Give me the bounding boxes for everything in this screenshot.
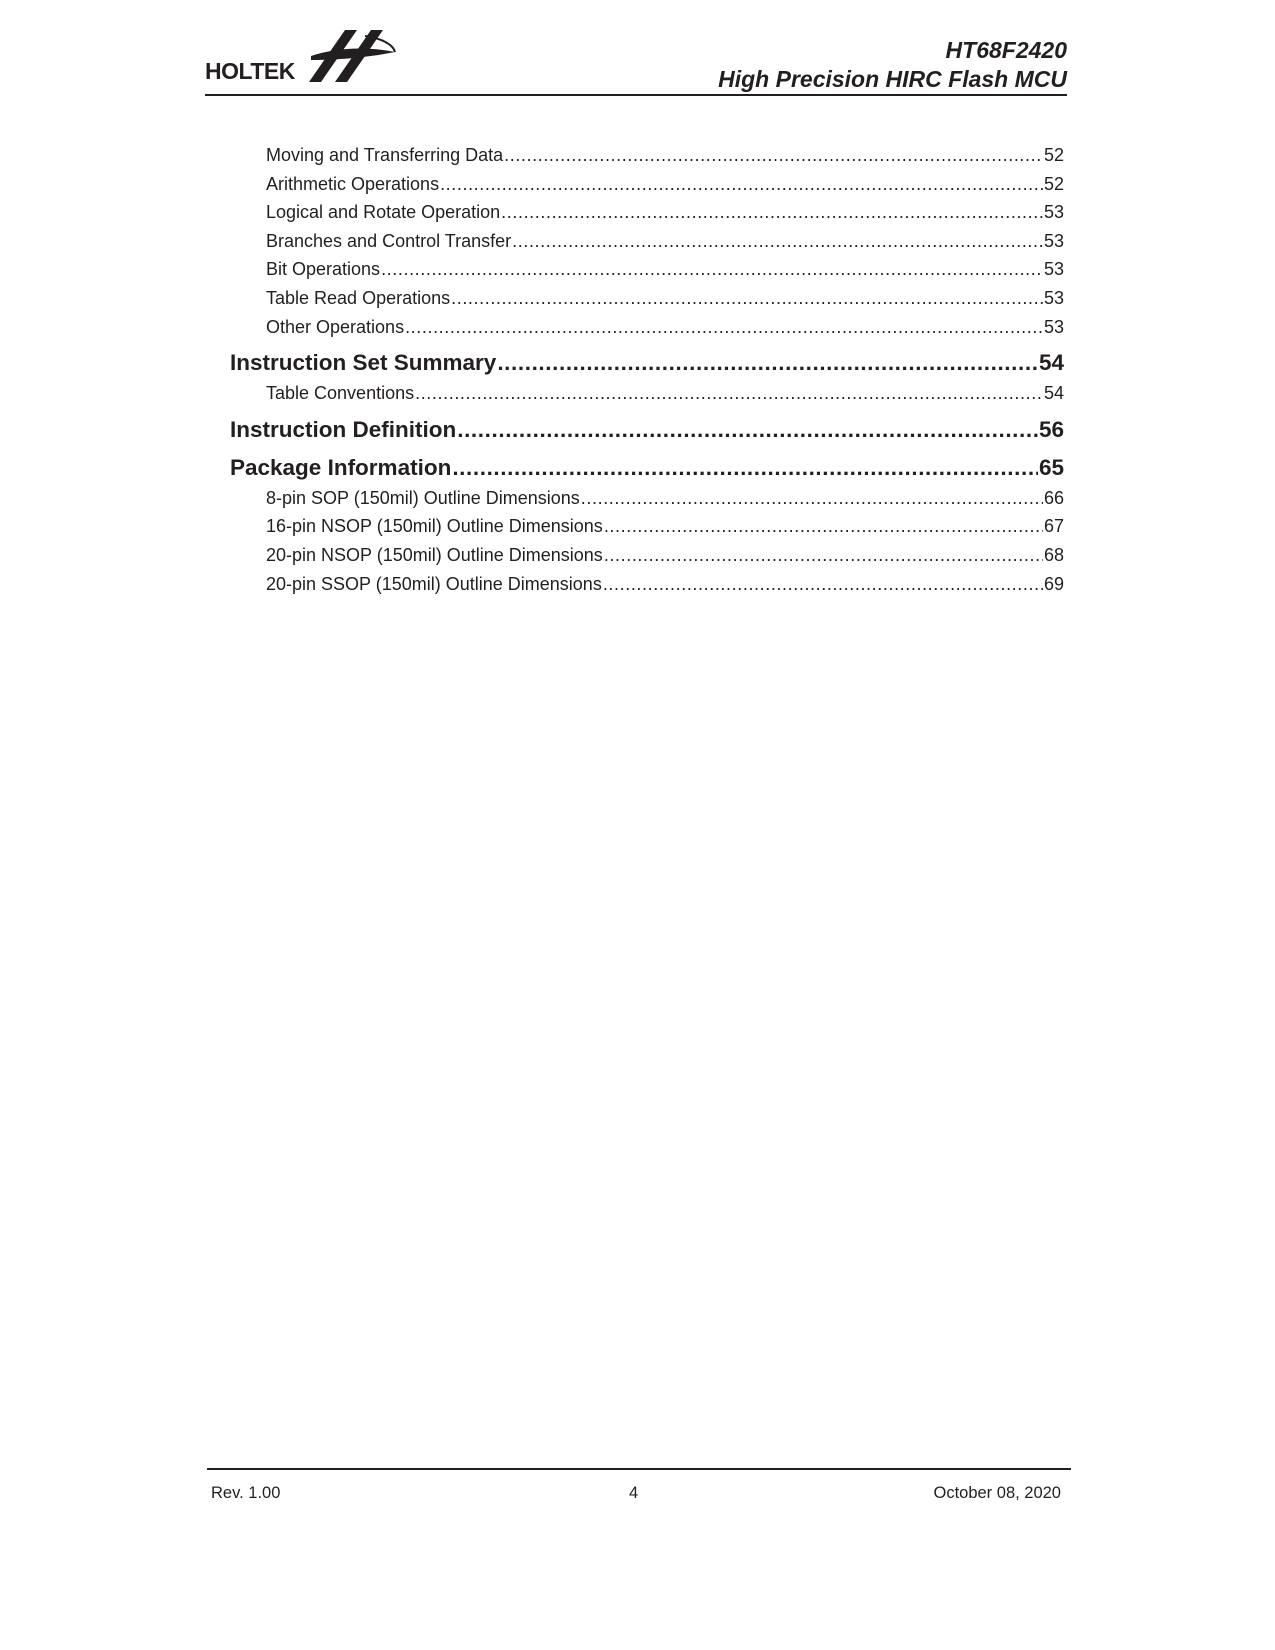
toc-subsection-entry[interactable]: [230, 570, 1064, 599]
toc-entry-page: 53: [1043, 202, 1064, 223]
toc-entry-title: Table Read Operations: [266, 287, 451, 308]
table-of-contents: [230, 141, 1064, 598]
toc-subsection-entry[interactable]: [230, 541, 1064, 570]
toc-entry-page: 52: [1043, 173, 1064, 194]
page-header: [205, 24, 1067, 96]
toc-dot-leader: [497, 347, 1038, 379]
document-subtitle: High Precision HIRC Flash MCU: [718, 66, 1067, 92]
toc-entry-page: 53: [1043, 316, 1064, 337]
toc-entry-page: 69: [1043, 573, 1064, 594]
toc-subsection-entry[interactable]: [230, 198, 1064, 227]
page-number: 4: [629, 1484, 639, 1502]
toc-entry-page: 53: [1043, 230, 1064, 251]
toc-entry-page: 53: [1043, 287, 1064, 308]
toc-entry-title: Instruction Set Summary: [230, 350, 497, 376]
holtek-logo: [205, 26, 395, 88]
page-footer: [207, 1468, 1071, 1510]
toc-dot-leader: [457, 414, 1038, 446]
toc-subsection-entry[interactable]: [230, 313, 1064, 342]
toc-entry-title: Table Conventions: [266, 383, 415, 404]
toc-dot-leader: [581, 484, 1043, 512]
logo-text: HOLTEK: [205, 58, 295, 84]
toc-entry-page: 56: [1038, 416, 1064, 442]
holtek-logo-mark-icon: [305, 26, 397, 86]
toc-dot-leader: [415, 379, 1043, 407]
toc-dot-leader: [604, 541, 1043, 569]
toc-entry-page: 67: [1043, 516, 1064, 537]
toc-entry-title: 8-pin SOP (150mil) Outline Dimensions: [266, 487, 580, 508]
toc-subsection-entry[interactable]: [230, 484, 1064, 513]
toc-entry-title: Package Information: [230, 454, 452, 480]
toc-dot-leader: [452, 452, 1038, 484]
toc-subsection-entry[interactable]: [230, 512, 1064, 541]
toc-subsection-entry[interactable]: [230, 141, 1064, 170]
toc-dot-leader: [604, 512, 1043, 540]
revision-label: Rev. 1.00: [211, 1484, 281, 1502]
document-title-block: [718, 36, 1067, 94]
toc-entry-page: 68: [1043, 544, 1064, 565]
toc-subsection-entry[interactable]: [230, 170, 1064, 199]
toc-entry-title: Branches and Control Transfer: [266, 230, 512, 251]
toc-entry-page: 66: [1043, 487, 1064, 508]
toc-entry-title: Instruction Definition: [230, 416, 457, 442]
toc-dot-leader: [504, 141, 1043, 169]
toc-entry-page: 53: [1043, 259, 1064, 280]
toc-entry-title: 20-pin NSOP (150mil) Outline Dimensions: [266, 544, 603, 565]
toc-subsection-entry[interactable]: [230, 284, 1064, 313]
toc-entry-title: 20-pin SSOP (150mil) Outline Dimensions: [266, 573, 602, 594]
toc-dot-leader: [381, 255, 1043, 283]
toc-entry-title: Bit Operations: [266, 259, 381, 280]
toc-entry-title: Moving and Transferring Data: [266, 145, 504, 165]
toc-subsection-entry[interactable]: [230, 227, 1064, 256]
toc-entry-page: 54: [1038, 350, 1064, 376]
toc-dot-leader: [440, 170, 1043, 198]
toc-subsection-entry[interactable]: [230, 379, 1064, 408]
toc-dot-leader: [501, 198, 1043, 226]
toc-dot-leader: [451, 284, 1043, 312]
toc-entry-page: 52: [1043, 145, 1064, 165]
toc-entry-title: Other Operations: [266, 316, 405, 337]
toc-entry-page: 65: [1038, 454, 1064, 480]
toc-section-entry[interactable]: [230, 347, 1064, 379]
toc-entry-page: 54: [1043, 383, 1064, 404]
toc-entry-title: 16-pin NSOP (150mil) Outline Dimensions: [266, 516, 603, 537]
toc-entry-title: Arithmetic Operations: [266, 173, 440, 194]
toc-dot-leader: [512, 227, 1043, 255]
toc-section-entry[interactable]: [230, 452, 1064, 484]
toc-dot-leader: [405, 313, 1043, 341]
toc-subsection-entry[interactable]: [230, 255, 1064, 284]
part-number: HT68F2420: [945, 37, 1067, 63]
revision-date: October 08, 2020: [933, 1484, 1061, 1502]
toc-entry-title: Logical and Rotate Operation: [266, 202, 501, 223]
toc-section-entry[interactable]: [230, 414, 1064, 446]
toc-dot-leader: [603, 570, 1043, 598]
